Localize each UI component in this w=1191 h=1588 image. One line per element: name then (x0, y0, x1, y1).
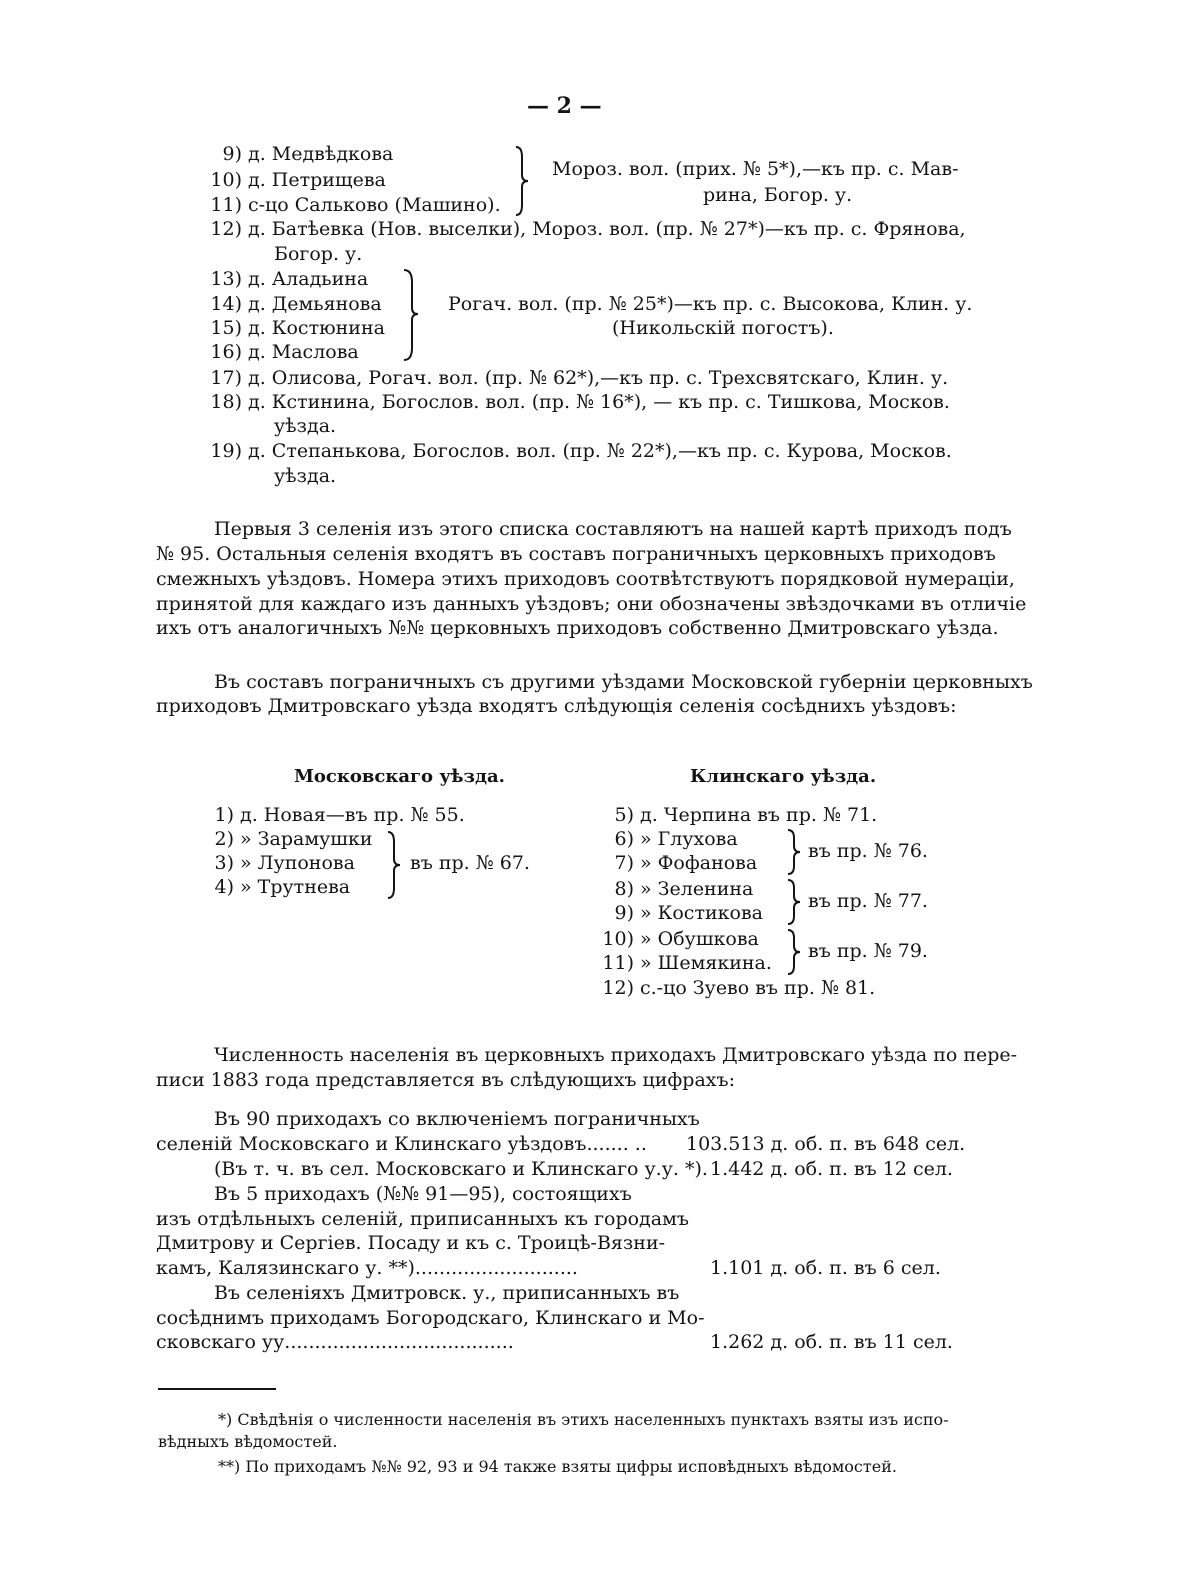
footnote-divider (158, 1388, 276, 1390)
brace (784, 828, 804, 876)
pop-line: изъ отдѣльныхъ селеній, приписанныхъ къ городамъ (156, 1208, 689, 1230)
pop-line: сосѣднимъ приходамъ Богородскаго, Клинскаго и Мо- (156, 1307, 705, 1329)
brace (784, 928, 804, 976)
list-item: 10) д. Петрищева (210, 169, 386, 191)
list-item-cont: Богор. у. (274, 243, 363, 265)
paragraph-line: приходовъ Дмитровскаго уѣзда входятъ слѣдующія селенія сосѣднихъ уѣздовъ: (156, 695, 957, 717)
pop-line: Дмитрову и Сергіев. Посаду и къ с. Троицѣ-Вязни- (156, 1232, 666, 1254)
footnote: **) По приходамъ №№ 92, 93 и 94 также взяты цифры исповѣдныхъ вѣдомостей. (218, 1457, 897, 1476)
group-note: въ пр. № 67. (410, 852, 530, 874)
list-item: 2) » Зарамушки (214, 828, 373, 850)
list-item: 1) д. Новая—въ пр. № 55. (214, 804, 465, 826)
brace (400, 268, 422, 362)
list-item-cont: уѣзда. (274, 465, 337, 487)
list-item: 13) д. Аладьина (210, 268, 369, 290)
pop-line: селеній Московскаго и Клинскаго уѣздовъ....... .. (156, 1133, 647, 1155)
page-number: — 2 — (527, 93, 602, 119)
paragraph-line: № 95. Остальныя селенія входятъ въ составъ пограничныхъ церковныхъ приходовъ (156, 543, 996, 565)
pop-line: Въ селеніяхъ Дмитровск. у., приписанныхъ въ (214, 1282, 680, 1304)
list-item: 17) д. Олисова, Рогач. вол. (пр. № 62*),—къ пр. с. Трехсвятскаго, Клин. у. (210, 367, 949, 389)
group-note: рина, Богор. у. (703, 184, 853, 206)
list-item: 15) д. Костюнина (210, 317, 385, 339)
paragraph-line: принятой для каждаго изъ данныхъ уѣздовъ; они обозначены звѣздочками въ отличіе (156, 593, 1027, 615)
footnote: *) Свѣдѣнія о численности населенія въ этихъ населенныхъ пунктахъ взяты изъ испо- (218, 1410, 949, 1429)
pop-line: (Въ т. ч. въ сел. Московскаго и Клинскаго у.у. *). (214, 1158, 708, 1180)
paragraph-line: Первыя 3 селенія изъ этого списка составляютъ на нашей картѣ приходъ подъ (214, 518, 1012, 540)
group-note: Рогач. вол. (пр. № 25*)—къ пр. с. Высокова, Клин. у. (448, 293, 973, 315)
list-item: 7) » Фофанова (614, 852, 758, 874)
brace (784, 878, 804, 926)
list-item: 3) » Лупонова (214, 852, 355, 874)
group-note: въ пр. № 76. (808, 840, 928, 862)
group-note: (Никольскій погостъ). (612, 317, 834, 339)
list-item: 6) » Глухова (614, 828, 738, 850)
paragraph-line: Въ составъ пограничныхъ съ другими уѣздами Московской губерніи церковныхъ (214, 671, 1033, 693)
pop-value: 1.442 д. об. п. въ 12 сел. (710, 1158, 953, 1180)
paragraph-line: Численность населенія въ церковныхъ приходахъ Дмитровскаго уѣзда по пере- (214, 1044, 1018, 1066)
group-note: въ пр. № 79. (808, 940, 928, 962)
list-item: 11) с-цо Сальково (Машино). (210, 194, 501, 216)
list-item: 9) д. Медвѣдкова (222, 143, 394, 165)
pop-value: 103.513 д. об. п. въ 648 сел. (686, 1133, 966, 1155)
list-item: 19) д. Степанькова, Богослов. вол. (пр. № 22*),—къ пр. с. Курова, Москов. (210, 440, 952, 462)
group-note: въ пр. № 77. (808, 890, 928, 912)
list-item: 18) д. Кстинина, Богослов. вол. (пр. № 16*), — къ пр. с. Тишкова, Москов. (210, 391, 950, 413)
paragraph-line: писи 1883 года представляется въ слѣдующихъ цифрахъ: (156, 1069, 735, 1091)
pop-line: камъ, Калязинскаго у. **)........................... (156, 1257, 578, 1279)
list-item: 4) » Трутнева (214, 876, 351, 898)
footnote-cont: вѣдныхъ вѣдомостей. (158, 1432, 338, 1451)
section-heading-klin: Клинскаго уѣзда. (690, 766, 877, 787)
brace (384, 830, 404, 900)
brace (512, 145, 532, 217)
section-heading-moscow: Московскаго уѣзда. (294, 766, 505, 787)
pop-line: Въ 90 приходахъ со включеніемъ пограничныхъ (214, 1108, 700, 1130)
list-item-cont: уѣзда. (274, 415, 337, 437)
list-item: 12) д. Батѣевка (Нов. выселки), Мороз. вол. (пр. № 27*)—къ пр. с. Фрянова, (210, 218, 966, 240)
list-item: 14) д. Демьянова (210, 293, 382, 315)
list-item: 11) » Шемякина. (602, 952, 772, 974)
paragraph-line: смежныхъ уѣздовъ. Номера этихъ приходовъ соотвѣтствуютъ порядковой нумераціи, (156, 568, 1015, 590)
list-item: 8) » Зеленина (614, 878, 754, 900)
pop-line: сковскаго уу...................................... (156, 1331, 514, 1353)
group-note: Мороз. вол. (прих. № 5*),—къ пр. с. Мав- (552, 158, 959, 180)
list-item: 16) д. Маслова (210, 341, 359, 363)
paragraph-line: ихъ отъ аналогичныхъ №№ церковныхъ приходовъ собственно Дмитровскаго уѣзда. (156, 617, 999, 639)
list-item: 5) д. Черпина въ пр. № 71. (614, 804, 878, 826)
pop-value: 1.262 д. об. п. въ 11 сел. (710, 1331, 953, 1353)
list-item: 9) » Костикова (614, 902, 763, 924)
list-item: 12) с.-цо Зуево въ пр. № 81. (602, 977, 876, 999)
list-item: 10) » Обушкова (602, 928, 759, 950)
pop-value: 1.101 д. об. п. въ 6 сел. (710, 1257, 941, 1279)
pop-line: Въ 5 приходахъ (№№ 91—95), состоящихъ (214, 1183, 632, 1205)
